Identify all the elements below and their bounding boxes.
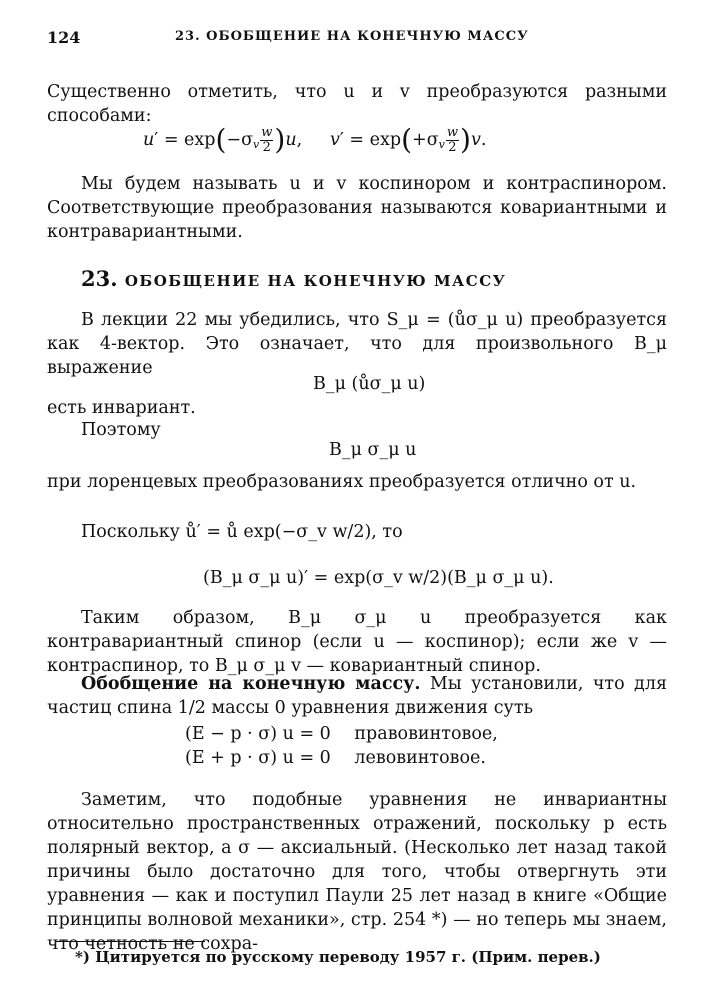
paragraph-6-text: Поскольку ů′ = ů exp(−σ_v w/2), то: [81, 522, 403, 542]
equation-5-line-1: [185, 722, 498, 746]
equation-5-label-1: правовинтовое,: [354, 724, 498, 744]
paragraph-2-text: Мы будем называть u и v коспинором и контраспинором. Соответствующие преобразования называются ковариантными и контравариантными.: [47, 174, 667, 242]
equation-5-line-2-text: (E + p · σ) u = 0: [185, 748, 331, 768]
paragraph-9: [47, 788, 667, 956]
paragraph-3: [47, 308, 667, 380]
footnote-text: *) Цитируется по русскому переводу 1957 г. (Прим. перев.): [75, 948, 601, 966]
section-title: ОБОБЩЕНИЕ НА КОНЕЧНУЮ МАССУ: [124, 272, 507, 290]
book-page: [47, 0, 667, 1000]
paragraph-5: [47, 470, 667, 494]
paragraph-8: [47, 672, 667, 720]
paragraph-1: [47, 80, 667, 128]
paragraph-6: [47, 520, 667, 544]
equation-1: [143, 123, 487, 157]
equation-5-line-1-text: (E − p · σ) u = 0: [185, 724, 331, 744]
paragraph-9-text: Заметим, что подобные уравнения не инвариантны относительно пространственных отражений, поскольку p есть полярный вектор, а σ — аксиальный. (Несколько лет назад такой причины было достаточно для того, чтобы отвергнуть эти уравнения — как и поступил Паули 25 лет назад в книге «Общие принципы волновой механики», стр. 254 *) — но теперь мы знаем, что четность не сохра-: [47, 790, 667, 954]
paragraph-7: [47, 606, 667, 678]
equation-4-text: (B_μ σ_μ u)′ = exp(σ_v w/2)(B_μ σ_μ u).: [203, 568, 554, 588]
footnote-rule: [55, 941, 205, 942]
equation-1-display: $u' = \exp(-\sigma_v$ $\frac{w}{2}$ )u, $v' = \exp(+\sigma_v$ $\frac{w}{2}$ )v.: [143, 123, 487, 156]
equation-2-text: B_μ (ůσ_μ u): [313, 374, 426, 394]
paragraph-7-text: Таким образом, B_μ σ_μ u преобразуется как контравариантный спинор (если u — коспинор); если же v — контраспинор, то B_μ σ_μ v — ковариантный спинор.: [47, 608, 667, 676]
paragraph-8-bold: Обобщение на конечную массу.: [81, 674, 421, 694]
equation-3: [329, 438, 416, 462]
equation-2: [313, 372, 425, 396]
section-heading: [81, 266, 506, 291]
footnote: [75, 948, 601, 966]
equation-5-label-2: левовинтовое.: [354, 748, 486, 768]
running-title: 23. ОБОБЩЕНИЕ НА КОНЕЧНУЮ МАССУ: [175, 29, 529, 44]
paragraph-4b-text: Поэтому: [81, 420, 161, 440]
paragraph-8-text: Мы установили, что для частиц спина 1/2 массы 0 уравнения движения суть: [47, 674, 667, 718]
equation-5-line-2: [185, 746, 486, 770]
equation-3-text: B_μ σ_μ u: [329, 440, 417, 460]
section-number: 23.: [81, 266, 118, 291]
paragraph-5-text: при лоренцевых преобразованиях преобразуется отлично от u.: [47, 472, 637, 492]
paragraph-4a: [47, 396, 667, 420]
running-header: [47, 28, 667, 52]
paragraph-4a-text: есть инвариант.: [47, 398, 196, 418]
paragraph-3-text: В лекции 22 мы убедились, что S_μ = (ůσ_μ u) преобразуется как 4-вектор. Это означает, что для произвольного B_μ выражение: [47, 310, 667, 378]
paragraph-1-text: Существенно отметить, что u и v преобразуются разными способами:: [47, 82, 667, 126]
page-number: 124: [47, 28, 81, 47]
paragraph-2: [47, 172, 667, 244]
equation-4: [203, 566, 554, 590]
